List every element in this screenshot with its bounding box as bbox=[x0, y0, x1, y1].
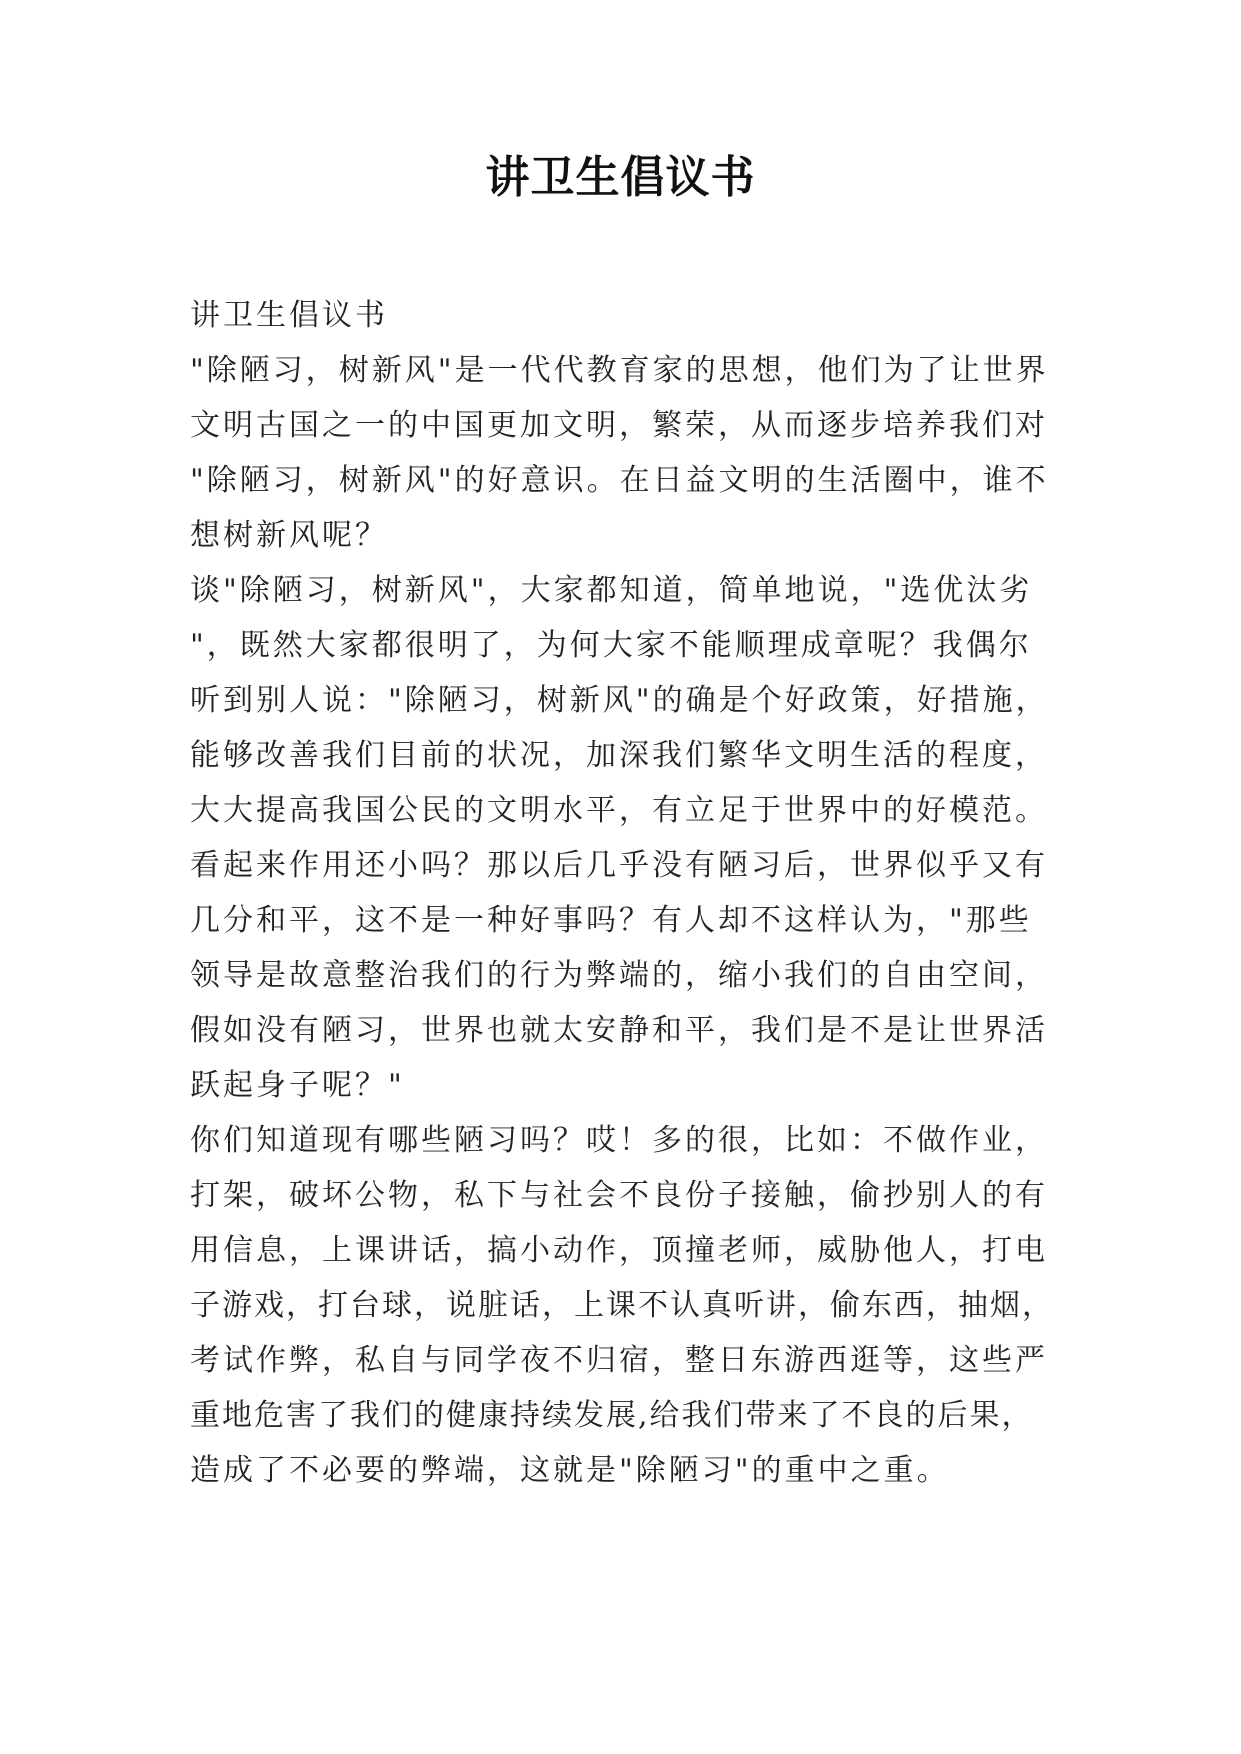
body-line: 看起来作用还小吗？那以后几乎没有陋习后，世界似乎又有 bbox=[190, 848, 1048, 883]
body-line: 用信息，上课讲话，搞小动作，顶撞老师，威胁他人，打电 bbox=[190, 1233, 1048, 1268]
document-title: 讲卫生倡议书 bbox=[485, 152, 756, 203]
body-line: 大大提高我国公民的文明水平，有立足于世界中的好模范。 bbox=[190, 793, 1048, 828]
body-line: 几分和平，这不是一种好事吗？有人却不这样认为，"那些 bbox=[190, 903, 1032, 938]
body-line: 考试作弊，私自与同学夜不归宿，整日东游西逛等，这些严 bbox=[190, 1343, 1048, 1378]
body-line: 文明古国之一的中国更加文明，繁荣，从而逐步培养我们对 bbox=[190, 408, 1048, 443]
body-line: "除陋习，树新风"的好意识。在日益文明的生活圈中，谁不 bbox=[190, 463, 1049, 498]
body-line: 造成了不必要的弊端，这就是"除陋习"的重中之重。 bbox=[190, 1453, 950, 1488]
body-line: "，既然大家都很明了，为何大家不能顺理成章呢？我偶尔 bbox=[190, 628, 1032, 663]
body-line: 想树新风呢？ bbox=[190, 518, 388, 553]
body-line: 假如没有陋习，世界也就太安静和平，我们是不是让世界活 bbox=[190, 1013, 1048, 1048]
body-line: 跃起身子呢？" bbox=[190, 1068, 405, 1103]
body-line: 谈"除陋习，树新风"，大家都知道，简单地说，"选优汰劣 bbox=[190, 573, 1033, 608]
body-line: "除陋习，树新风"是一代代教育家的思想，他们为了让世界 bbox=[190, 353, 1049, 388]
body-line: 听到别人说："除陋习，树新风"的确是个好政策，好措施， bbox=[190, 683, 1049, 718]
body-line: 讲卫生倡议书 bbox=[190, 298, 388, 333]
body-line: 你们知道现有哪些陋习吗？哎！多的很，比如：不做作业， bbox=[190, 1123, 1048, 1158]
body-line: 重地危害了我们的健康持续发展,给我们带来了不良的后果， bbox=[190, 1398, 1034, 1433]
body-line: 子游戏，打台球，说脏话，上课不认真听讲，偷东西，抽烟， bbox=[190, 1288, 1054, 1323]
body-line: 能够改善我们目前的状况，加深我们繁华文明生活的程度， bbox=[190, 738, 1048, 773]
document-body bbox=[190, 288, 1070, 1498]
body-line: 打架，破坏公物，私下与社会不良份子接触，偷抄别人的有 bbox=[190, 1178, 1048, 1213]
body-line: 领导是故意整治我们的行为弊端的，缩小我们的自由空间， bbox=[190, 958, 1048, 993]
